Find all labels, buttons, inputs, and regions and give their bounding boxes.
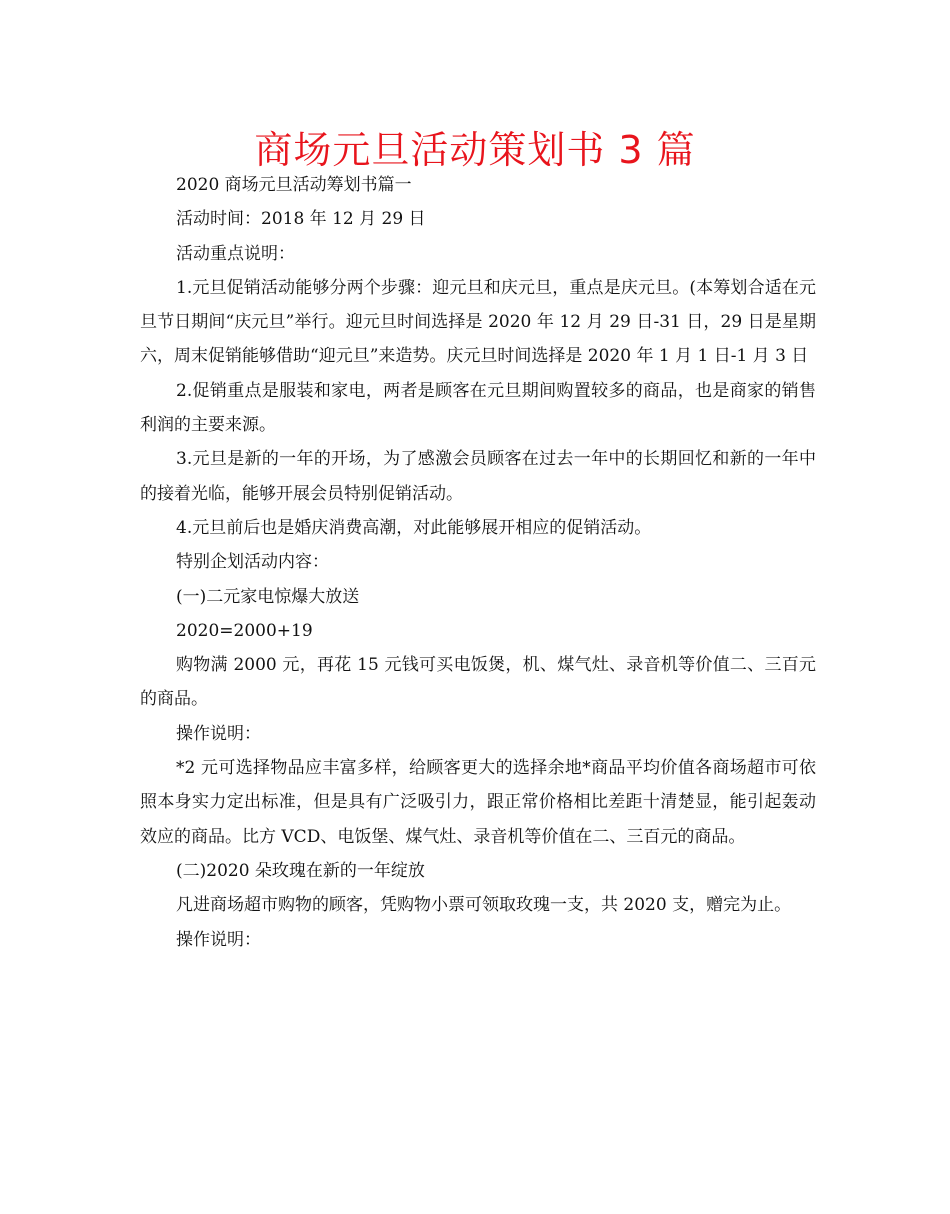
paragraph-note-1: 1.元旦促销活动能够分两个步骤：迎元旦和庆元旦，重点是庆元旦。(本筹划合适在元旦节日期间“庆元旦”举行。迎元旦时间选择是 2020 年 12 月 29 日-31 日，29 日是星期六，周末促销能够借助“迎元旦”来造势。庆元旦时间选择是 2020 年 1 月 1 日-1 月 3 日 xyxy=(140,277,816,367)
paragraph-special-content-heading: 特别企划活动内容： xyxy=(176,552,329,573)
paragraph-formula: 2020=2000+19 xyxy=(176,620,313,641)
paragraph-operation-detail-1: *2 元可选择物品应丰富多样，给顾客更大的选择余地*商品平均价值各商场超市可依照本身实力定出标准，但是具有广泛吸引力，跟正常价格相比差距十清楚显，能引起轰动效应的商品。比方 VCD、电饭堡、煤气灶、录音机等价值在二、三百元的商品。 xyxy=(140,758,816,847)
paragraph-note-4: 4.元旦前后也是婚庆消费高潮，对此能够展开相应的促销活动。 xyxy=(176,517,652,538)
paragraph-section-2-heading: (二)2020 朵玫瑰在新的一年绽放 xyxy=(176,860,425,881)
paragraph-operation-heading-2: 操作说明： xyxy=(176,929,261,950)
paragraph-note-2: 2.促销重点是服装和家电，两者是顾客在元旦期间购置较多的商品，也是商家的销售利润的主要来源。 xyxy=(140,380,816,436)
paragraph-key-notes-heading: 活动重点说明： xyxy=(176,243,295,264)
paragraph-activity-time: 活动时间：2018 年 12 月 29 日 xyxy=(176,209,426,230)
document-title: 商场元旦活动策划书 3 篇 xyxy=(254,128,696,172)
document-body xyxy=(140,168,816,957)
paragraph-note-3: 3.元旦是新的一年的开场，为了感激会员顾客在过去一年中的长期回忆和新的一年中的接着光临，能够开展会员特别促销活动。 xyxy=(140,449,816,504)
paragraph-section-1-heading: (一)二元家电惊爆大放送 xyxy=(176,586,360,607)
paragraph-operation-heading-1: 操作说明： xyxy=(176,723,261,744)
paragraph-section-1-offer: 购物满 2000 元，再花 15 元钱可买电饭煲，机、煤气灶、录音机等价值二、三百元的商品。 xyxy=(140,655,816,710)
paragraph-subtitle: 2020 商场元旦活动筹划书篇一 xyxy=(176,175,412,195)
paragraph-section-2-offer: 凡进商场超市购物的顾客，凭购物小票可领取玫瑰一支，共 2020 支，赠完为止。 xyxy=(176,895,792,916)
